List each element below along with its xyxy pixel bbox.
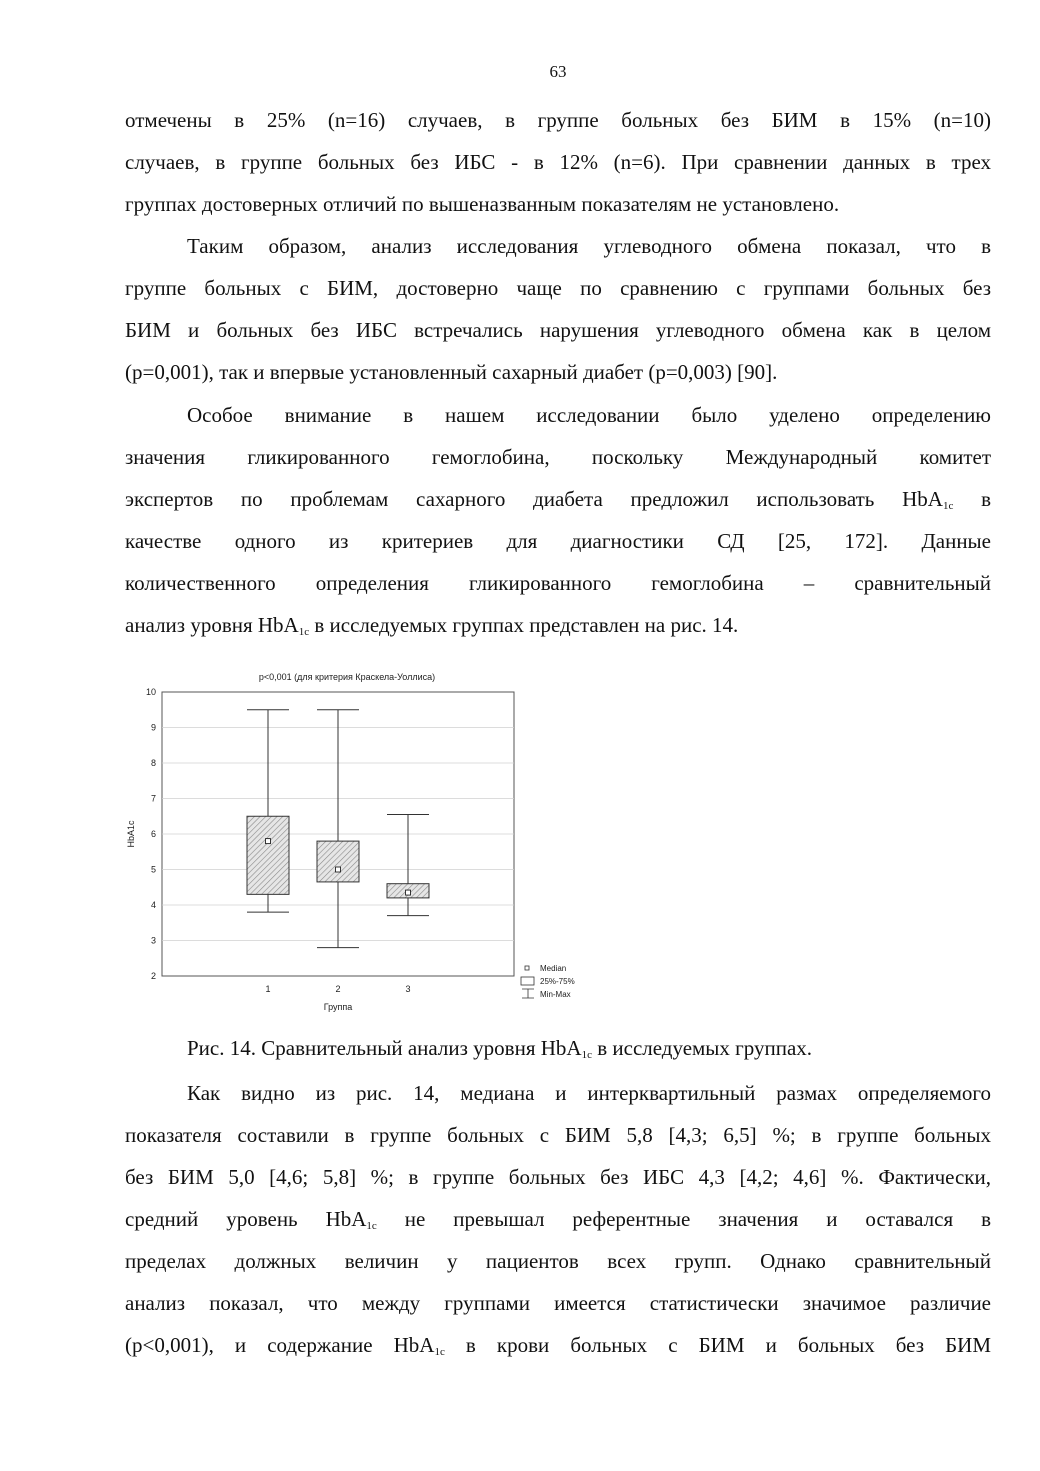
legend-box-label: 25%-75% — [540, 977, 575, 986]
median-marker — [406, 890, 411, 895]
y-tick-label: 5 — [150, 864, 156, 875]
line: пределах должных величин у пациентов всех групп. Однако сравнительный — [125, 1249, 991, 1273]
x-tick-labels — [265, 984, 410, 994]
line: анализ показал, что между группами имеется статистически значимое различие — [125, 1291, 991, 1315]
line: средний уровень HbA$_{1c}$ не превышал референтные значения и оставался в — [125, 1207, 991, 1232]
y-tick-label: 7 — [150, 793, 156, 804]
x-tick-label: 1 — [265, 984, 271, 994]
line: отмечены в 25% (n=16) случаев, в группе больных без БИМ в 15% (n=10) — [125, 108, 991, 132]
y-tick-labels — [146, 687, 156, 981]
page-number: 63 — [549, 62, 567, 81]
line: качестве одного из критериев для диагностики СД [25, 172]. Данные — [125, 529, 991, 553]
y-tick-label: 8 — [150, 758, 156, 768]
chart-title: p<0,001 (для критерия Краскела-Уоллиса) — [258, 672, 436, 682]
y-tick-label: 9 — [150, 722, 156, 733]
box-plot-chart — [118, 664, 598, 1020]
legend-minmax-label: Min-Max — [540, 990, 571, 999]
y-axis-label: HbA1c — [126, 820, 136, 848]
line: (p<0,001), и содержание HbA$_{1c}$ в крови больных с БИМ и больных без БИМ — [125, 1333, 992, 1358]
paragraph-4 — [125, 1072, 991, 1366]
line: (p=0,001), так и впервые установленный сахарный диабет (p=0,003) [90]. — [125, 360, 778, 384]
line: группе больных с БИМ, достоверно чаще по сравнению с группами больных без — [125, 276, 991, 300]
legend-median-marker — [525, 966, 529, 970]
legend-whisker-marker — [522, 989, 534, 998]
y-tick-label: 3 — [150, 935, 156, 946]
y-tick-label: 10 — [145, 687, 156, 697]
figure-caption: Рис. 14. Сравнительный анализ уровня HbA$_{1c}$ в исследуемых группах. — [187, 1036, 813, 1061]
paragraph-3 — [125, 394, 991, 646]
y-tick-label: 6 — [150, 829, 156, 839]
line: случаев, в группе больных без ИБС - в 12% (n=6). При сравнении данных в трех — [125, 150, 991, 174]
legend-box-marker — [521, 977, 534, 985]
line: группах достоверных отличий по вышеназванным показателям не установлено. — [125, 192, 840, 216]
paragraph-2 — [125, 225, 991, 393]
line: экспертов по проблемам сахарного диабета предложил использовать HbA$_{1c}$ в — [125, 487, 991, 512]
x-tick-label: 2 — [335, 984, 341, 994]
line: Как видно из рис. 14, медиана и интерквартильный размах определяемого — [187, 1081, 991, 1105]
line: без БИМ 5,0 [4,6; 5,8] %; в группе больных без ИБС 4,3 [4,2; 4,6] %. Фактически, — [125, 1165, 991, 1189]
y-tick-label: 4 — [150, 900, 156, 910]
median-marker — [266, 839, 271, 844]
line: значения гликированного гемоглобина, поскольку Международный комитет — [125, 445, 991, 469]
median-marker — [336, 867, 341, 872]
iqr-box — [247, 816, 289, 894]
x-axis-label: Группа — [323, 1002, 353, 1012]
legend — [521, 964, 575, 999]
x-tick-label: 3 — [405, 984, 411, 994]
line: показателя составили в группе больных с БИМ 5,8 [4,3; 6,5] %; в группе больных — [125, 1123, 991, 1147]
line: Особое внимание в нашем исследовании было уделено определению — [187, 403, 991, 427]
line: БИМ и больных без ИБС встречались нарушения углеводного обмена как в целом — [125, 318, 991, 342]
legend-median-label: Median — [540, 964, 567, 973]
iqr-box — [317, 841, 359, 882]
y-tick-label: 2 — [150, 971, 156, 981]
line: Таким образом, анализ исследования углеводного обмена показал, что в — [187, 234, 991, 258]
line: анализ уровня HbA$_{1c}$ в исследуемых группах представлен на рис. 14. — [125, 613, 739, 638]
paragraph-1 — [125, 99, 991, 225]
line: количественного определения гликированного гемоглобина – сравнительный — [125, 571, 991, 595]
